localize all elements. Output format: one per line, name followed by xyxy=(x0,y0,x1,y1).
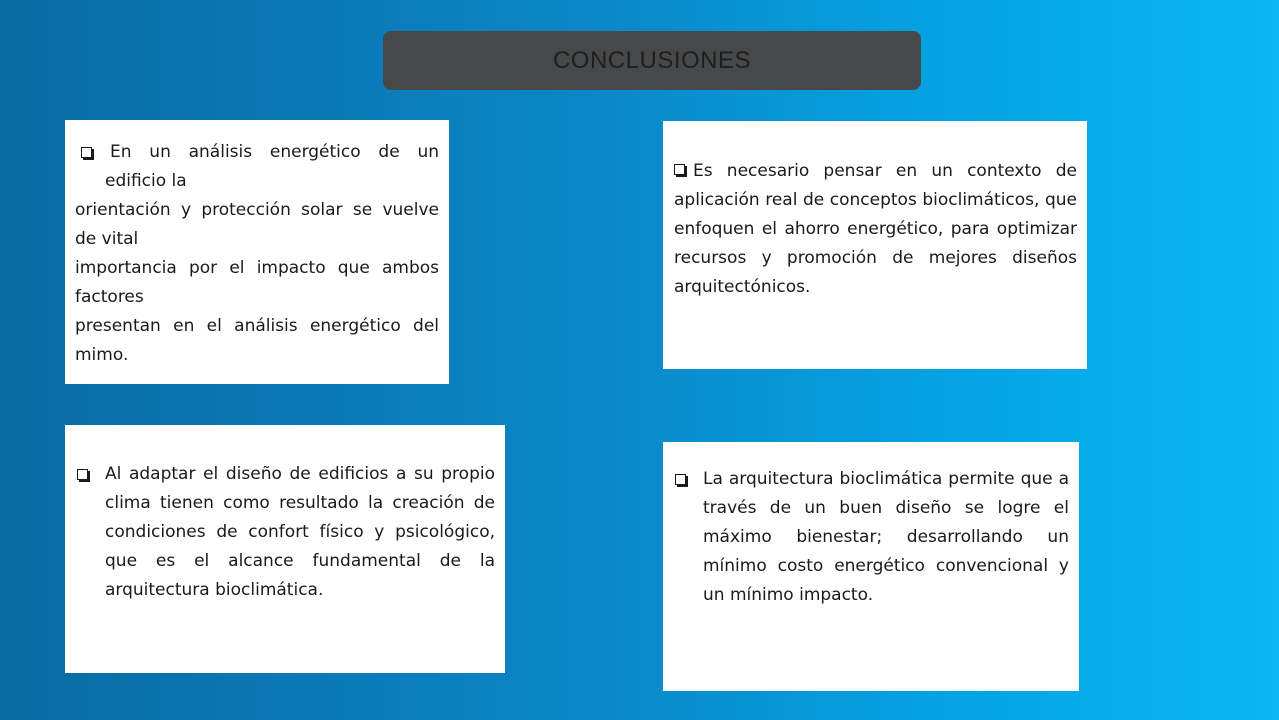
square-bullet-icon xyxy=(675,474,686,485)
card1-line: importancia por el impacto que ambos factores xyxy=(75,258,439,307)
card3-text: Al adaptar el diseño de edificios a su propio clima tienen como resultado la creación de condiciones de confort físico y psicológico, que es el alcance fundamental de la arquitectura bioclimática. xyxy=(105,464,495,600)
conclusion-card-2 xyxy=(663,121,1087,369)
conclusion-card-4 xyxy=(663,442,1079,691)
card1-first-line xyxy=(75,138,439,167)
card1-line: edificio la xyxy=(105,171,187,191)
square-bullet-icon xyxy=(77,469,88,480)
card2-text: Es necesario pensar en un contexto de aplicación real de conceptos bioclimáticos, que enfoquen el ahorro energético, para optimizar recursos y promoción de mejores diseños arquitectónicos. xyxy=(674,161,1077,297)
conclusion-card-1 xyxy=(65,120,449,384)
square-bullet-icon xyxy=(674,164,685,175)
conclusion-card-3 xyxy=(65,425,505,673)
card1-line: orientación y protección solar se vuelve de vital xyxy=(75,200,439,249)
square-bullet-icon xyxy=(81,147,92,158)
title-banner xyxy=(383,31,921,90)
card1-line: presentan en el análisis energético del mimo. xyxy=(75,316,439,365)
card4-text: La arquitectura bioclimática permite que a través de un buen diseño se logre el máximo bienestar; desarrollando un mínimo costo energético convencional y un mínimo impacto. xyxy=(703,469,1069,605)
card1-first-line-text: En un análisis energético de un xyxy=(110,142,439,162)
page-title: CONCLUSIONES xyxy=(552,46,752,74)
